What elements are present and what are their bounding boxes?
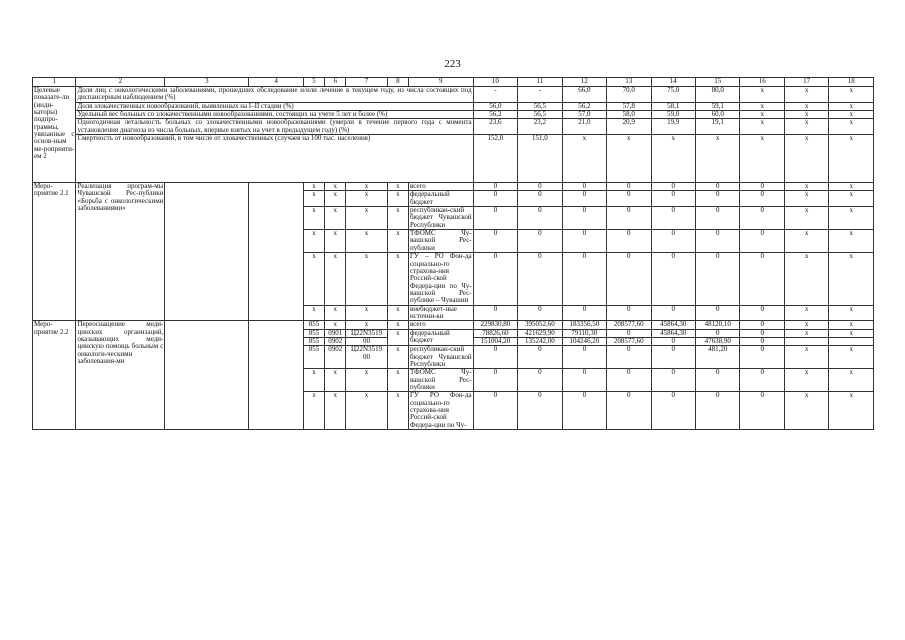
code-cell: 0902 xyxy=(325,346,346,369)
amount-cell: 0 xyxy=(518,369,562,392)
indicator-value: 70,0 xyxy=(607,87,651,103)
amount-cell: х xyxy=(829,329,874,337)
amount-cell: 0 xyxy=(695,230,739,253)
indicator-value: х xyxy=(829,102,874,110)
indicator-value: 21,0 xyxy=(562,119,606,135)
amount-cell: 0 xyxy=(518,253,562,305)
funding-source: ГУ – РО Фон-да социально-го страхова-ния Россий-ской Федера-ции по Чу-вашской Рес-публике – Чувашии xyxy=(409,252,472,305)
column-number: 6 xyxy=(325,78,346,87)
amount-cell: 79110,30 xyxy=(562,329,606,337)
amount-cell: х xyxy=(784,191,828,207)
code-cell: х xyxy=(346,253,387,305)
amount-cell: х xyxy=(784,321,828,329)
amount-cell: 0 xyxy=(562,305,606,321)
funding-source: всего xyxy=(408,321,473,329)
amount-cell: 0 xyxy=(651,253,695,305)
amount-cell: 135242,00 xyxy=(518,337,562,345)
indicator-value: х xyxy=(784,87,828,103)
amount-cell: х xyxy=(784,230,828,253)
amount-cell: х xyxy=(829,369,874,392)
amount-cell: 0 xyxy=(740,305,784,321)
amount-cell: 0 xyxy=(651,369,695,392)
funding-source: республикан-ский бюджет Чувашской Республики xyxy=(409,345,472,368)
code-cell: х xyxy=(387,230,408,253)
amount-cell: 0 xyxy=(518,305,562,321)
amount-cell: 0 xyxy=(473,230,517,253)
amount-cell: 48120,10 xyxy=(695,321,739,329)
code-cell: х xyxy=(325,191,346,207)
indicator-row xyxy=(33,135,874,183)
code-cell: х xyxy=(387,191,408,207)
amount-cell: х xyxy=(829,321,874,329)
code-cell: Ц22N3519 xyxy=(346,329,387,337)
indicator-value: 59,0 xyxy=(651,111,695,119)
indicator-row xyxy=(33,111,874,119)
amount-cell: 0 xyxy=(562,207,606,230)
column-number-row xyxy=(33,78,874,87)
amount-cell: 208577,60 xyxy=(607,337,651,345)
indicator-value: х xyxy=(740,87,784,103)
indicator-value: - xyxy=(473,87,517,103)
amount-cell: 0 xyxy=(518,207,562,230)
measure-row xyxy=(33,183,874,191)
amount-cell: 0 xyxy=(473,369,517,392)
amount-cell: 0 xyxy=(607,207,651,230)
indicator-value: 56,2 xyxy=(562,102,606,110)
amount-cell: 0 xyxy=(695,191,739,207)
funding-source: всего xyxy=(408,183,473,191)
indicator-row xyxy=(33,87,874,103)
indicator-row xyxy=(33,119,874,135)
indicator-value: х xyxy=(829,111,874,119)
code-cell: х xyxy=(346,230,387,253)
amount-cell: 0 xyxy=(695,329,739,337)
amount-cell: 0 xyxy=(562,369,606,392)
code-cell: х xyxy=(325,253,346,305)
amount-cell: 78826,60 xyxy=(473,329,517,337)
indicator-value: 56,0 xyxy=(473,102,517,110)
amount-cell: 0 xyxy=(651,305,695,321)
indicator-value: 59,1 xyxy=(695,102,739,110)
code-cell: х xyxy=(346,321,387,329)
amount-cell: 0 xyxy=(607,392,651,430)
amount-cell: х xyxy=(829,346,874,369)
amount-cell: 0 xyxy=(473,305,517,321)
budget-table xyxy=(32,77,874,430)
amount-cell: 0 xyxy=(740,191,784,207)
amount-cell: 0 xyxy=(740,346,784,369)
amount-cell: 0 xyxy=(651,392,695,430)
code-cell: х xyxy=(387,321,408,329)
column-number: 7 xyxy=(346,78,387,87)
amount-cell: 47638,90 xyxy=(695,337,739,345)
code-cell: х xyxy=(303,392,324,430)
amount-cell: х xyxy=(829,392,874,430)
amount-cell: 0 xyxy=(562,183,606,191)
amount-cell: 0 xyxy=(695,305,739,321)
indicator-value: 20,9 xyxy=(607,119,651,135)
amount-cell: 0 xyxy=(651,191,695,207)
indicator-value: х xyxy=(740,119,784,135)
funding-source: федеральный бюджет xyxy=(408,329,473,346)
amount-cell: 0 xyxy=(473,346,517,369)
code-cell: Ц22N3519 00 xyxy=(346,346,387,369)
amount-cell: 0 xyxy=(562,392,606,430)
indicator-value: 56,5 xyxy=(518,111,562,119)
amount-cell: 0 xyxy=(473,207,517,230)
code-cell: х xyxy=(325,207,346,230)
funding-source: внебюджет-ные источни-ки xyxy=(408,305,473,321)
amount-cell: 0 xyxy=(518,392,562,430)
indicator-value: х xyxy=(829,119,874,135)
column-number: 2 xyxy=(76,78,165,87)
amount-cell: 0 xyxy=(695,207,739,230)
code-cell: х xyxy=(303,230,324,253)
amount-cell: х xyxy=(784,369,828,392)
indicator-text: Одногодичная летальность больных со злокачественными новообразованиями (умерли в течение первого года с момента установления диагноза из числа больных, впервые взятых на учет в предыдущем году) (%) xyxy=(77,118,472,134)
code-cell: х xyxy=(325,369,346,392)
column-number: 10 xyxy=(473,78,517,87)
amount-cell: х xyxy=(784,183,828,191)
column-number: 8 xyxy=(387,78,408,87)
amount-cell xyxy=(784,337,828,345)
amount-cell: 0 xyxy=(651,230,695,253)
column-number: 14 xyxy=(651,78,695,87)
indicator-value: 23,2 xyxy=(518,119,562,135)
code-cell: х xyxy=(387,392,408,430)
amount-cell: х xyxy=(784,305,828,321)
indicator-value: 58,0 xyxy=(607,111,651,119)
indicator-value: х xyxy=(607,135,651,183)
code-cell: х xyxy=(303,183,324,191)
amount-cell: 0 xyxy=(473,183,517,191)
amount-cell: 104246,20 xyxy=(562,337,606,345)
indicator-value: х xyxy=(740,102,784,110)
amount-cell: 151004,20 xyxy=(473,337,517,345)
empty-cell xyxy=(165,183,249,321)
column-number: 16 xyxy=(740,78,784,87)
amount-cell: 0 xyxy=(607,230,651,253)
amount-cell: 0 xyxy=(651,207,695,230)
amount-cell: х xyxy=(784,329,828,337)
amount-cell: 0 xyxy=(607,191,651,207)
indicator-value: 23,6 xyxy=(473,119,517,135)
indicator-value: 152,0 xyxy=(473,135,517,183)
amount-cell: 0 xyxy=(740,183,784,191)
amount-cell: 0 xyxy=(562,253,606,305)
amount-cell: 0 xyxy=(562,230,606,253)
indicator-value: 75,0 xyxy=(651,87,695,103)
indicator-value: х xyxy=(740,111,784,119)
amount-cell: 0 xyxy=(607,253,651,305)
code-cell: х xyxy=(387,207,408,230)
code-cell: х xyxy=(303,191,324,207)
amount-cell: 0 xyxy=(518,230,562,253)
amount-cell: х xyxy=(784,346,828,369)
funding-source: ТФОМС Чу-вашской Рес-публики xyxy=(409,368,472,391)
amount-cell: 229830,80 xyxy=(473,321,517,329)
indicator-value: х xyxy=(784,102,828,110)
amount-cell: 0 xyxy=(473,191,517,207)
amount-cell: 0 xyxy=(607,369,651,392)
indicator-value: х xyxy=(829,135,874,183)
code-cell: х xyxy=(346,207,387,230)
code-cell: 855 xyxy=(303,346,324,369)
code-cell: х xyxy=(346,183,387,191)
indicator-value: 60,0 xyxy=(695,111,739,119)
code-cell: х xyxy=(325,321,346,329)
amount-cell: 0 xyxy=(695,183,739,191)
funding-source: ТФОМС Чу-вашской Рес-публики xyxy=(409,229,472,252)
indicator-row xyxy=(33,102,874,110)
amount-cell: 0 xyxy=(473,392,517,430)
amount-cell: 0 xyxy=(740,207,784,230)
indicator-value: 151,0 xyxy=(518,135,562,183)
code-cell: 855 xyxy=(303,337,324,345)
code-cell: 855 xyxy=(303,321,324,329)
amount-cell: 0 xyxy=(518,191,562,207)
column-number: 17 xyxy=(784,78,828,87)
indicator-value: - xyxy=(518,87,562,103)
amount-cell: х xyxy=(829,191,874,207)
code-cell: х xyxy=(303,369,324,392)
indicator-text: Доля злокачественных новообразований, выявленных на I–II стадии (%) xyxy=(76,102,473,110)
empty-cell xyxy=(165,321,249,430)
indicator-value: х xyxy=(829,87,874,103)
indicator-value: 57,0 xyxy=(562,111,606,119)
amount-cell: 395052,60 xyxy=(518,321,562,329)
funding-source: федеральный бюджет xyxy=(408,191,473,207)
indicator-value: 58,1 xyxy=(651,102,695,110)
amount-cell: 0 xyxy=(740,253,784,305)
code-cell: х xyxy=(325,230,346,253)
indicator-value: 80,0 xyxy=(695,87,739,103)
amount-cell: 0 xyxy=(740,230,784,253)
measure-name: Реализация програм-мы Чувашской Рес-публики «Борьба с онкологическими заболеваниями» xyxy=(76,183,165,321)
amount-cell: х xyxy=(829,207,874,230)
amount-cell: 421629,90 xyxy=(518,329,562,337)
empty-cell xyxy=(249,183,304,321)
code-cell: 00 xyxy=(346,337,387,345)
column-number: 4 xyxy=(249,78,304,87)
indicator-value: 57,8 xyxy=(607,102,651,110)
funding-source: ГУ РО Фон-да социально-го страхова-ния Россий-ской Федера-ции по Чу- xyxy=(409,391,472,429)
column-number: 15 xyxy=(695,78,739,87)
code-cell: х xyxy=(346,305,387,321)
amount-cell: 0 xyxy=(740,321,784,329)
amount-cell: х xyxy=(829,253,874,305)
amount-cell xyxy=(829,337,874,345)
amount-cell: х xyxy=(829,183,874,191)
code-cell: 855 xyxy=(303,329,324,337)
amount-cell: 0 xyxy=(740,337,784,345)
column-number: 18 xyxy=(829,78,874,87)
indicator-value: 19,9 xyxy=(651,119,695,135)
code-cell: х xyxy=(303,253,324,305)
code-cell: х xyxy=(325,305,346,321)
amount-cell: 45864,30 xyxy=(651,321,695,329)
amount-cell: 0 xyxy=(607,346,651,369)
empty-cell xyxy=(249,321,304,430)
code-cell: х xyxy=(387,329,408,346)
column-number: 3 xyxy=(165,78,249,87)
code-cell: х xyxy=(387,346,408,369)
amount-cell: х xyxy=(829,230,874,253)
funding-source: республикан-ский бюджет Чувашской Республики xyxy=(409,206,472,229)
amount-cell: 0 xyxy=(695,369,739,392)
code-cell: х xyxy=(303,207,324,230)
column-number: 1 xyxy=(33,78,76,87)
indicator-value: х xyxy=(695,135,739,183)
amount-cell: 0 xyxy=(740,369,784,392)
code-cell: 0902 xyxy=(325,337,346,345)
indicator-value: х xyxy=(784,111,828,119)
amount-cell: х xyxy=(784,207,828,230)
indicator-value: 66,0 xyxy=(562,87,606,103)
indicator-value: 56,5 xyxy=(518,102,562,110)
amount-cell: 0 xyxy=(607,183,651,191)
code-cell: х xyxy=(387,369,408,392)
column-number: 9 xyxy=(408,78,473,87)
amount-cell: 0 xyxy=(651,337,695,345)
code-cell: х xyxy=(303,305,324,321)
code-cell: х xyxy=(387,183,408,191)
indicator-text: Смертность от новообразований, в том числе от злокачественных (случаев на 100 тыс. населения) xyxy=(76,135,473,183)
amount-cell: 0 xyxy=(607,329,651,337)
indicator-text: Доля лиц с онкологическими заболеваниями, прошедших обследование и/или лечение в текущем году, из числа состоящих под диспансерным наблюдением (%) xyxy=(77,86,472,102)
amount-cell: 0 xyxy=(695,253,739,305)
column-number: 12 xyxy=(562,78,606,87)
amount-cell: 0 xyxy=(740,392,784,430)
amount-cell: 0 xyxy=(518,183,562,191)
amount-cell: х xyxy=(784,392,828,430)
amount-cell: 0 xyxy=(695,392,739,430)
indicator-value: 19,1 xyxy=(695,119,739,135)
code-cell: х xyxy=(346,191,387,207)
code-cell: х xyxy=(325,392,346,430)
indicator-value: х xyxy=(740,135,784,183)
indicator-value: х xyxy=(562,135,606,183)
amount-cell: 183356,50 xyxy=(562,321,606,329)
amount-cell: 0 xyxy=(562,191,606,207)
amount-cell: 0 xyxy=(473,253,517,305)
code-cell: х xyxy=(387,305,408,321)
amount-cell: 0 xyxy=(740,329,784,337)
code-cell: х xyxy=(346,392,387,430)
indicator-text: Удельный вес больных со злокачественными новообразованиями, состоящих на учете 5 лет и более (%) xyxy=(76,111,473,119)
amount-cell: х xyxy=(784,253,828,305)
amount-cell: 208577,60 xyxy=(607,321,651,329)
amount-cell: х xyxy=(829,305,874,321)
amount-cell: 0 xyxy=(607,305,651,321)
code-cell: х xyxy=(325,183,346,191)
code-cell: х xyxy=(387,253,408,305)
indicator-value: х xyxy=(651,135,695,183)
page-number: 223 xyxy=(444,58,461,70)
amount-cell: 0 xyxy=(518,346,562,369)
column-number: 11 xyxy=(518,78,562,87)
amount-cell: 0 xyxy=(562,346,606,369)
column-number: 13 xyxy=(607,78,651,87)
measure-id: Меро-приятие 2.2 xyxy=(33,321,76,430)
amount-cell: 481,20 xyxy=(695,346,739,369)
amount-cell: 0 xyxy=(651,346,695,369)
indicator-value: х xyxy=(784,135,828,183)
measure-name: Переоснащение меди-цинских организаций, оказывающих меди-цинскую помощь больным с онкологи-ческими заболевания-ми xyxy=(76,321,165,430)
measure-id: Меро-приятие 2.1 xyxy=(33,183,76,321)
code-cell: х xyxy=(346,369,387,392)
targets-label: Целевые показате-ли (инди-каторы) подпро-граммы, увязанные с основ-ным ме-роприяти-ем 2 xyxy=(33,87,76,183)
indicator-value: х xyxy=(784,119,828,135)
amount-cell: 45864,30 xyxy=(651,329,695,337)
code-cell: 0901 xyxy=(325,329,346,337)
measure-row xyxy=(33,321,874,329)
indicator-value: 56,2 xyxy=(473,111,517,119)
amount-cell: 0 xyxy=(651,183,695,191)
column-number: 5 xyxy=(303,78,324,87)
